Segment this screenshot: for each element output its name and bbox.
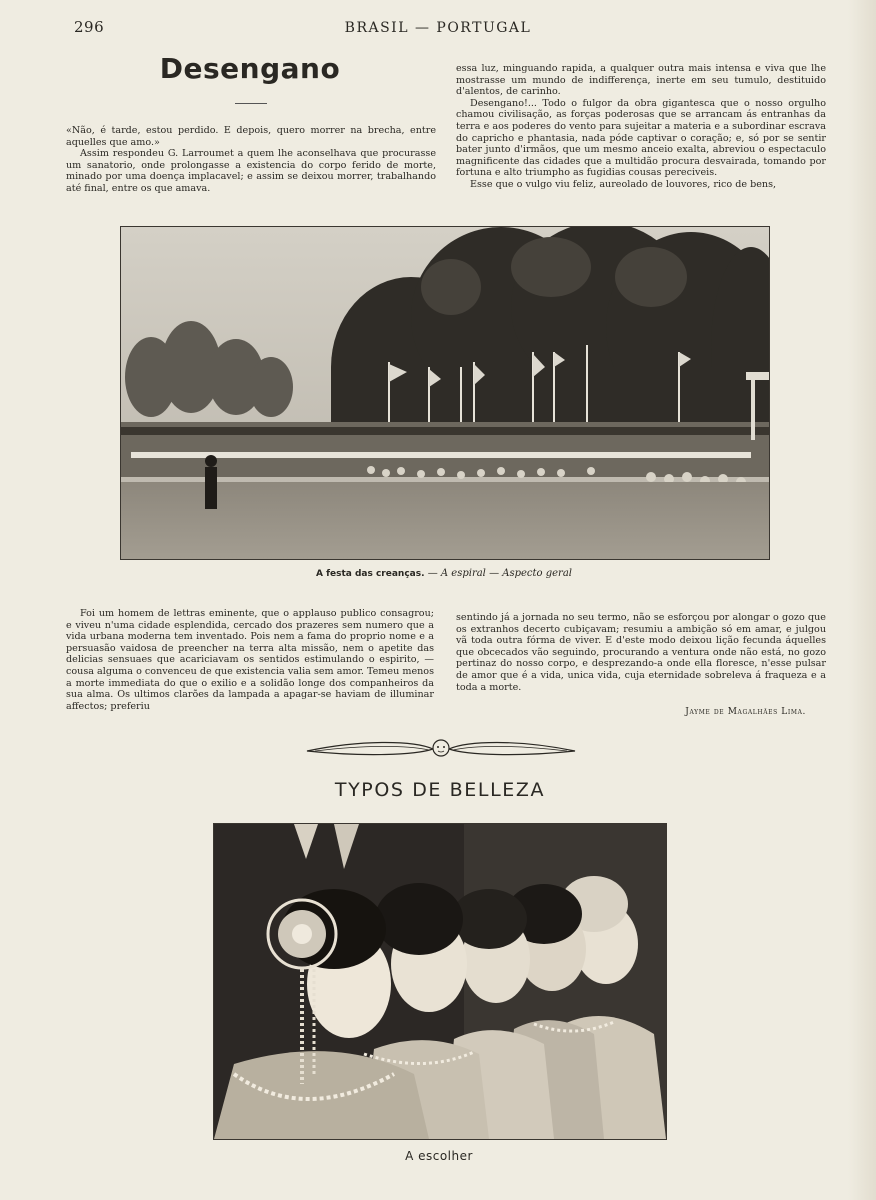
caption-festival-title: A festa das creanças. [315,569,425,579]
paragraph: Desengano!... Todo o fulgor da obra gigantesca que o nosso orgulho chamou civilisação, as forças poderosas que se arrancam ás entranhas da terra e aos poderes do vento para sujeitar a materia e a subordinar escrava do capricho e phantasia, nada póde captivar o coração; e, só por se sentir bater junto d'irmãos, que um mesmo anceio exalta, abreviou o espectaculo magnificente das cidades que a multidão procura desvairada, tomando por fortuna e alto triumpho as fugidias cousas pereciveis. [456,97,826,179]
page-edge-shadow [848,0,876,1200]
title-rule [235,103,267,104]
festival-illustration [121,227,769,559]
caption-festival [120,568,768,579]
paragraph: sentindo já a jornada no seu termo, não se esforçou por alongar o gozo que os extranhos decerto cubiçavam; resumiu a ambição só em amar, e julgou vã toda outra fórma de viver. E d'este modo deixou lição fecunda áquelles que obcecados vão seguindo, procurando a ventura onde não está, no gozo pertinaz do nosso corpo, e desprezando-a onde ella floresce, n'esse pulsar de amor que é a vida, unica vida, cuja eternidade sobreleva á fraqueza e a toda a morte. [456,612,826,693]
photo-childrens-festival [120,226,770,560]
article-title: Desengano [159,52,341,85]
caption-separator: — [424,568,441,579]
caption-festival-sub2: Aspecto geral [502,568,573,579]
paragraph: Assim respondeu G. Larroumet a quem lhe aconselhava que procurasse um sanatorio, onde prolongasse a existencia do corpo ferido de morte, minado por uma doença implacavel; e assim se deixou morrer, trabalhando até final, entre os que amava. [66,148,436,194]
paragraph: essa luz, minguando rapida, a qualquer outra mais intensa e viva que lhe mostrasse um mundo de indifferença, inerte em seu tumulo, destituido d'alentos, de carinho. [456,63,826,98]
paragraph: Esse que o vulgo viu feliz, aureolado de louvores, rico de bens, [470,178,777,190]
author-signature: Jayme de Magalhães Lima. [685,707,806,717]
column-bottom-right [456,612,826,693]
caption-beauty: A escolher [405,1149,473,1163]
paragraph: «Não, é tarde, estou perdido. E depois, quero morrer na brecha, entre aquelles que amo.» [66,125,436,148]
paragraph: Foi um homem de lettras eminente, que o applauso publico consagrou; e viveu n'uma cidade esplendida, cercado dos prazeres sem numero que a vida urbana moderna tem inventado. Pois nem a fama do proprio nome e a persuasão vaidosa de preencher na terra alta missão, nem o apetite das delicias sensuaes que acariciavam os sentidos estimulando o espirito, — cousa alguma o convenceu de que existencia valia sem amor. Temeu menos a morte immediata do que o exilio e a solidão longe dos companheiros da sua alma. Os ultimos clarões da lampada a apagar-se haviam de illuminar affectos; preferiu [66,608,434,712]
winged-cherub-ornament [305,735,577,763]
page-number: 296 [74,18,105,36]
column-bottom-left [66,608,434,712]
photo-beauty-types [213,823,667,1140]
column-top-left [66,125,436,195]
portrait-illustration [214,824,666,1139]
running-header [0,18,876,40]
column-top-right [456,63,826,191]
caption-separator: — [485,568,503,579]
caption-festival-sub1: A espiral [440,568,486,579]
section-heading: TYPOS DE BELLEZA [334,779,546,801]
journal-title: BRASIL — PORTUGAL [344,20,532,36]
